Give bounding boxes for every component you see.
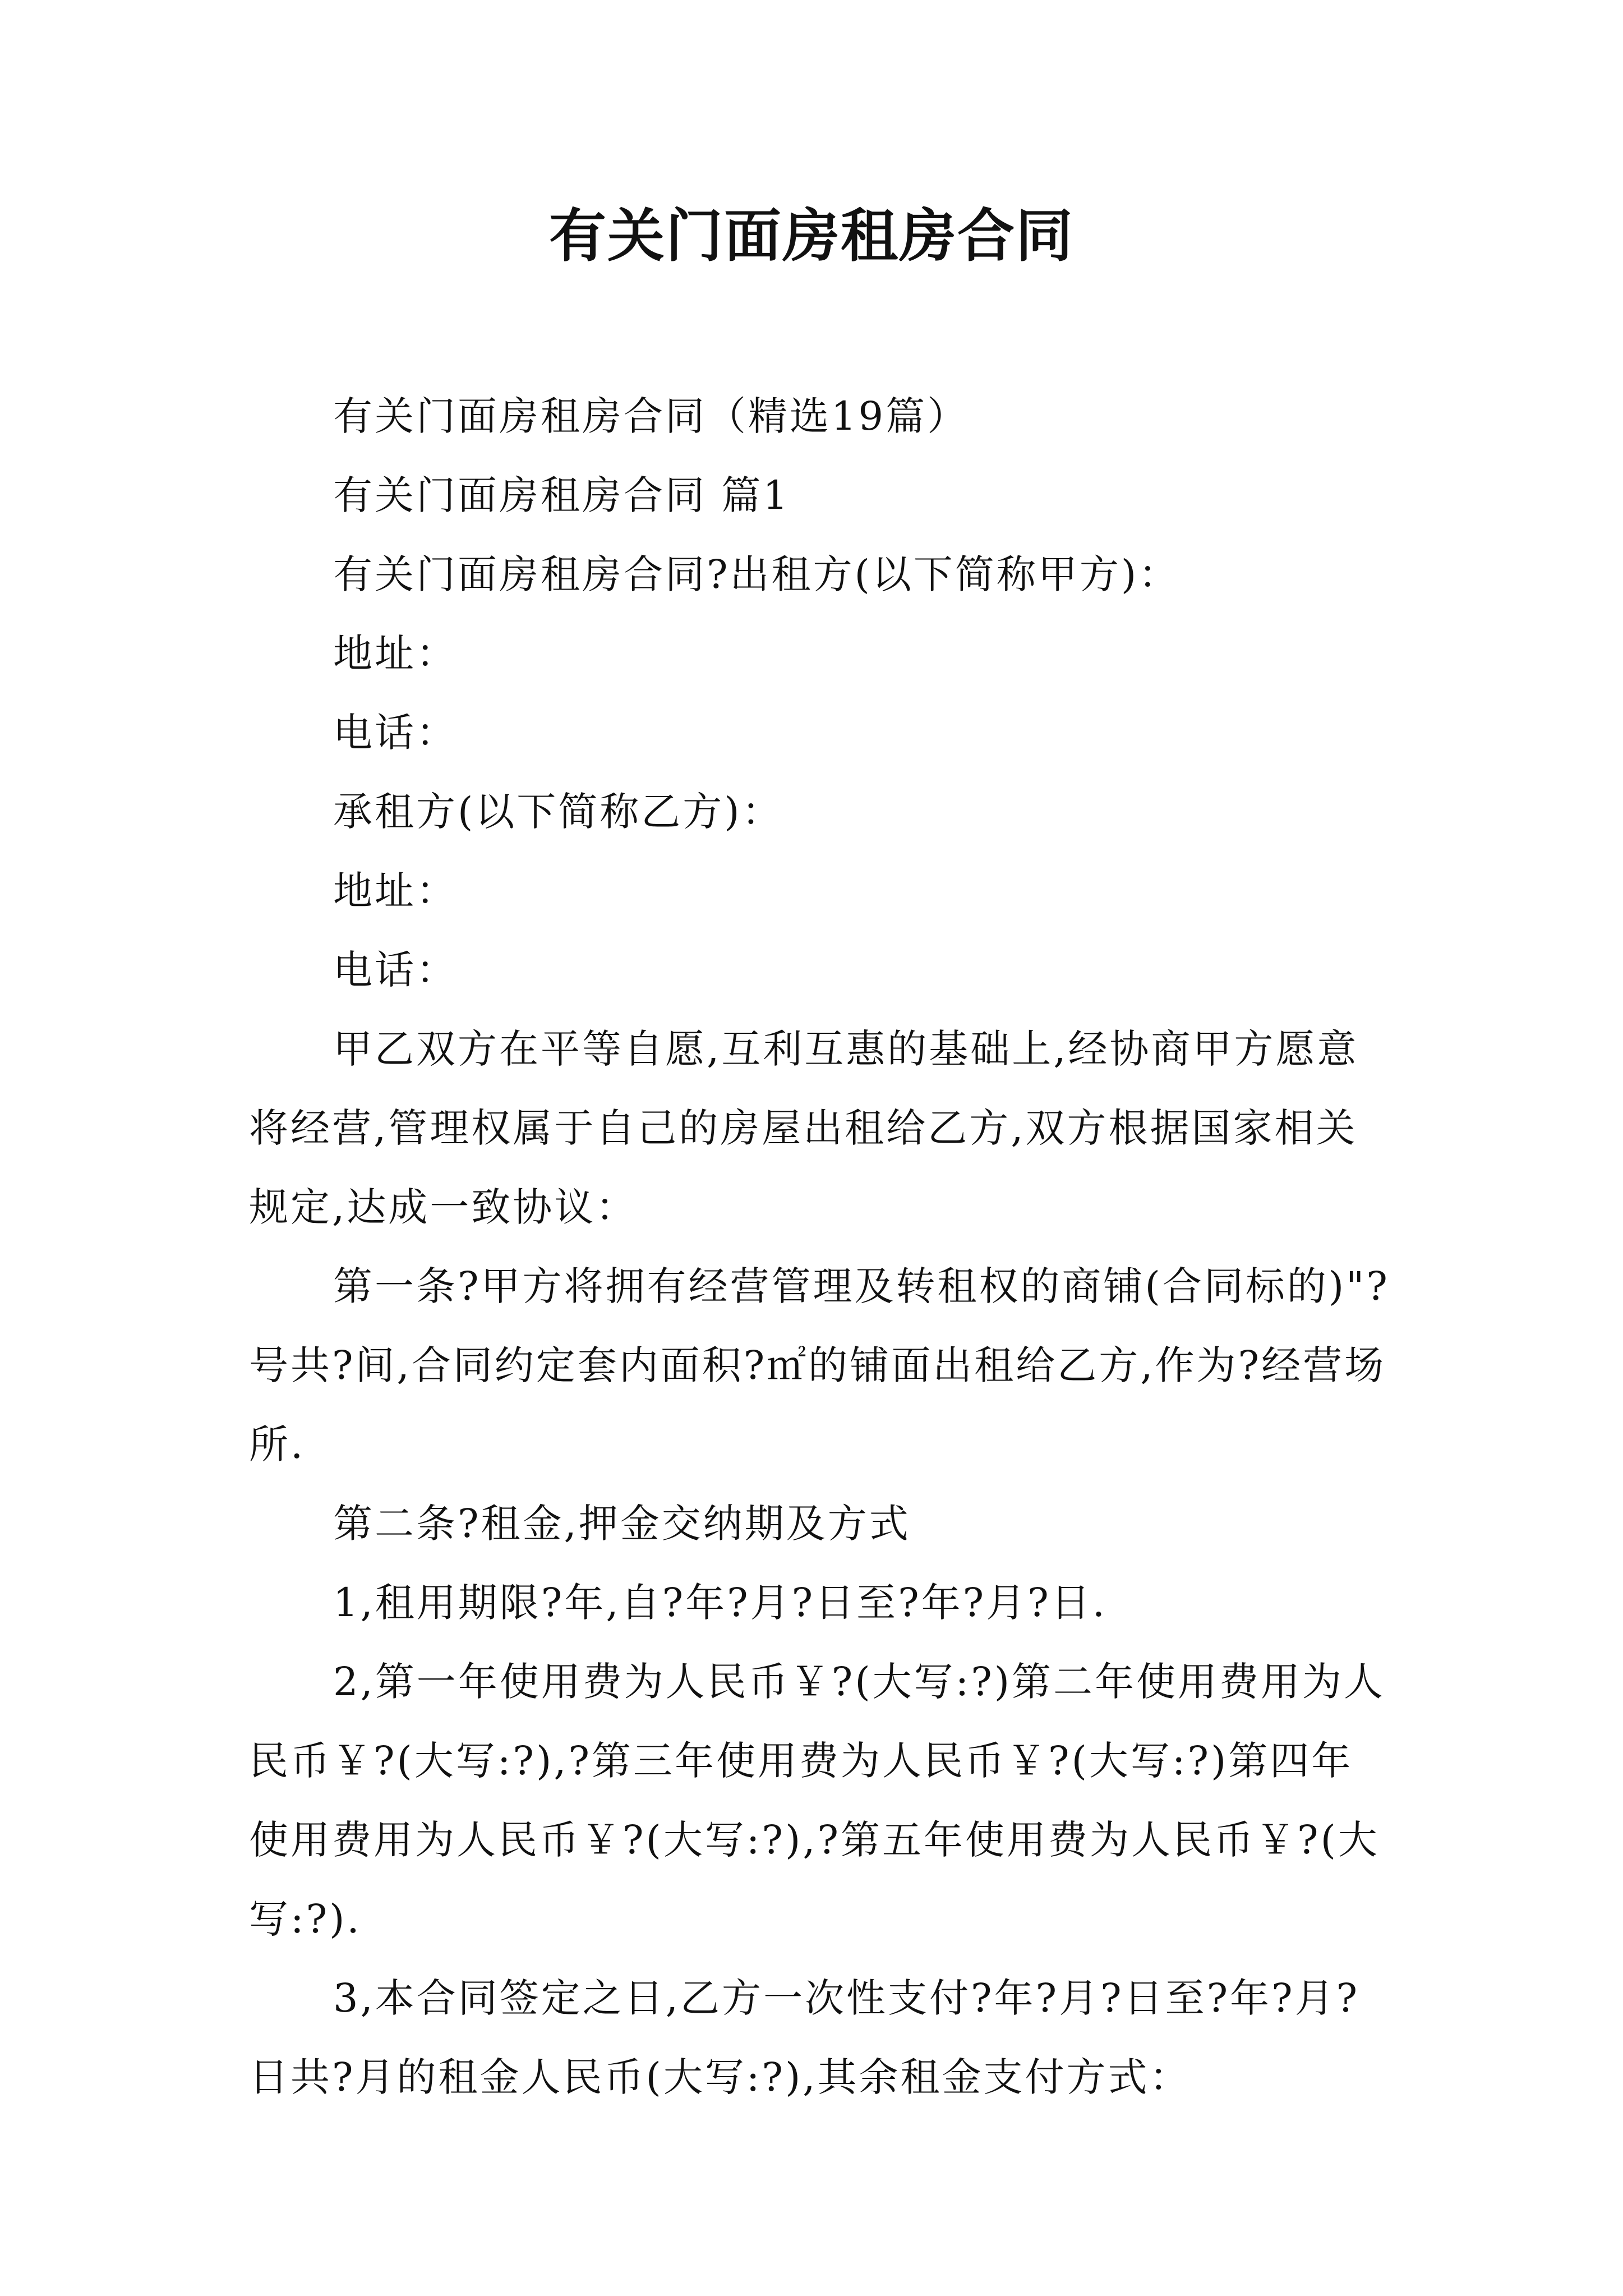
paragraph-lessee-phone: 电话：	[333, 947, 458, 993]
paragraph-article-2: 第二条?租金,押金交纳期及方式	[333, 1501, 911, 1547]
paragraph-lessee-address: 地址：	[333, 868, 458, 914]
paragraph-lessor-address: 地址：	[333, 631, 458, 677]
paragraph-subtitle: 有关门面房租房合同（精选19篇）	[333, 393, 969, 439]
paragraph-section-heading: 有关门面房租房合同 篇1	[333, 472, 790, 518]
paragraph-clause-2: 2,第一年使用费为人民币￥?(大写:?)第二年使用费用为人民币￥?(大写:?),?第三年使用费为人民币￥?(大写:?)第四年使用费用为人民币￥?(大写:?),?第五年使用费为人民币￥?(大写:?).	[249, 1659, 1386, 1942]
paragraph-article-1: 第一条?甲方将拥有经营管理及转租权的商铺(合同标的)"?号共?间,合同约定套内面积?㎡的铺面出租给乙方,作为?经营场所.	[249, 1263, 1390, 1467]
document-body	[249, 377, 1390, 2117]
paragraph-clause-3: 3,本合同签定之日,乙方一次性支付?年?月?日至?年?月?日共?月的租金人民币(大写:?),其余租金支付方式：	[249, 1975, 1360, 2100]
paragraph-preamble: 甲乙双方在平等自愿,互利互惠的基础上,经协商甲方愿意将经营,管理权属于自己的房屋出租给乙方,双方根据国家相关规定,达成一致协议：	[249, 1026, 1359, 1230]
paragraph-clause-1: 1,租用期限?年,自?年?月?日至?年?月?日.	[333, 1580, 1107, 1626]
paragraph-lessor-phone: 电话：	[333, 710, 458, 756]
paragraph-lessee: 承租方(以下简称乙方)：	[333, 789, 783, 835]
document-title: 有关门面房租房合同	[549, 203, 1074, 270]
paragraph-lessor: 有关门面房租房合同?出租方(以下简称甲方)：	[333, 551, 1181, 597]
